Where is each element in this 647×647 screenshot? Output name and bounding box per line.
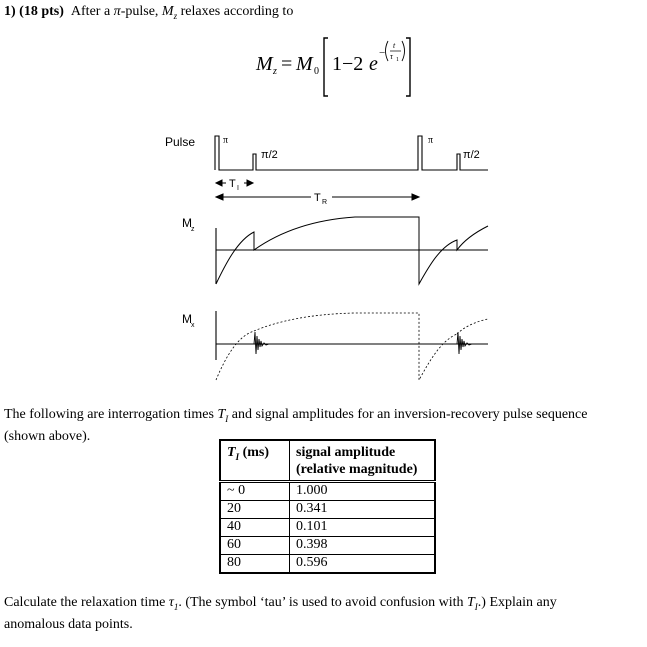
exp-paren-left [386, 41, 389, 61]
formula-exp-den-sub: 1 [396, 57, 399, 63]
question-title [4, 4, 293, 21]
formula-exp-den: τ [390, 52, 393, 61]
tr-arrow-right [332, 194, 419, 200]
tr-label: T [314, 192, 321, 204]
question-number: 1) [4, 4, 16, 19]
pulse-sequence-diagram [160, 128, 492, 390]
relaxation-formula [248, 34, 418, 98]
data-table [219, 439, 436, 574]
formula-m0: M [296, 53, 313, 75]
intro-m: M [161, 4, 174, 19]
pulse-train [215, 136, 488, 170]
table-header-row [220, 440, 435, 482]
ti-label: T [229, 178, 236, 190]
table-row: 40 0.101 [220, 519, 435, 537]
table-row: ~ 0 1.000 [220, 482, 435, 501]
formula-e: e [369, 53, 378, 75]
description-paragraph: The following are interrogation times $T_I$ and signal amplitudes for an inversion-recovery pulse sequence (shown above). [4, 407, 588, 444]
formula-equals: = [281, 53, 293, 75]
tr-sub: R [322, 199, 328, 206]
exp-paren-right [402, 41, 405, 61]
mz-label: M [182, 216, 192, 230]
mx-fid-2 [457, 332, 472, 354]
question-paragraph: Calculate the relaxation time $\tau_1$. (The symbol ‘tau’ is used to avoid confusion with $T_I$.) Explain any anomalous data points. [4, 595, 557, 632]
header-amplitude: signal amplitude (relative magnitude) [290, 440, 436, 482]
formula-lhs-sub: z [273, 66, 277, 77]
intro-mid: -pulse, [120, 4, 162, 19]
half-pi-label-1: π/2 [261, 149, 278, 161]
mx-fid-1 [254, 332, 269, 354]
ti-arrow-left [216, 180, 226, 186]
intro-suffix: relaxes according to [177, 4, 294, 19]
intro-m-sub: z [173, 10, 178, 21]
formula-exp-sign: − [379, 47, 386, 59]
mx-label: M [182, 312, 192, 326]
pulse-label: Pulse [165, 135, 196, 149]
pi-label-1: π [223, 135, 229, 146]
half-pi-label-2: π/2 [463, 149, 480, 161]
mz-sub: z [191, 226, 195, 233]
table-row: 60 0.398 [220, 537, 435, 555]
header-ti: $T_I$ (ms) [220, 440, 290, 482]
formula-exp-num: t [393, 41, 396, 50]
right-bracket [406, 38, 410, 96]
tr-arrow-left [216, 194, 311, 200]
table-row: 80 0.596 [220, 555, 435, 574]
intro-pi: π [113, 4, 121, 19]
formula-m0-sub: 0 [314, 66, 319, 77]
left-bracket [324, 38, 328, 96]
formula-lhs: M [256, 53, 273, 75]
pi-label-2: π [428, 135, 434, 146]
mx-sub: x [191, 322, 195, 329]
intro-prefix: After a [70, 4, 114, 19]
ti-arrow-right [244, 180, 253, 186]
formula-one-minus: 1−2 [332, 53, 364, 75]
ti-sub: I [237, 185, 239, 192]
table-row: 20 0.341 [220, 501, 435, 519]
question-points: (18 pts) [19, 4, 64, 19]
